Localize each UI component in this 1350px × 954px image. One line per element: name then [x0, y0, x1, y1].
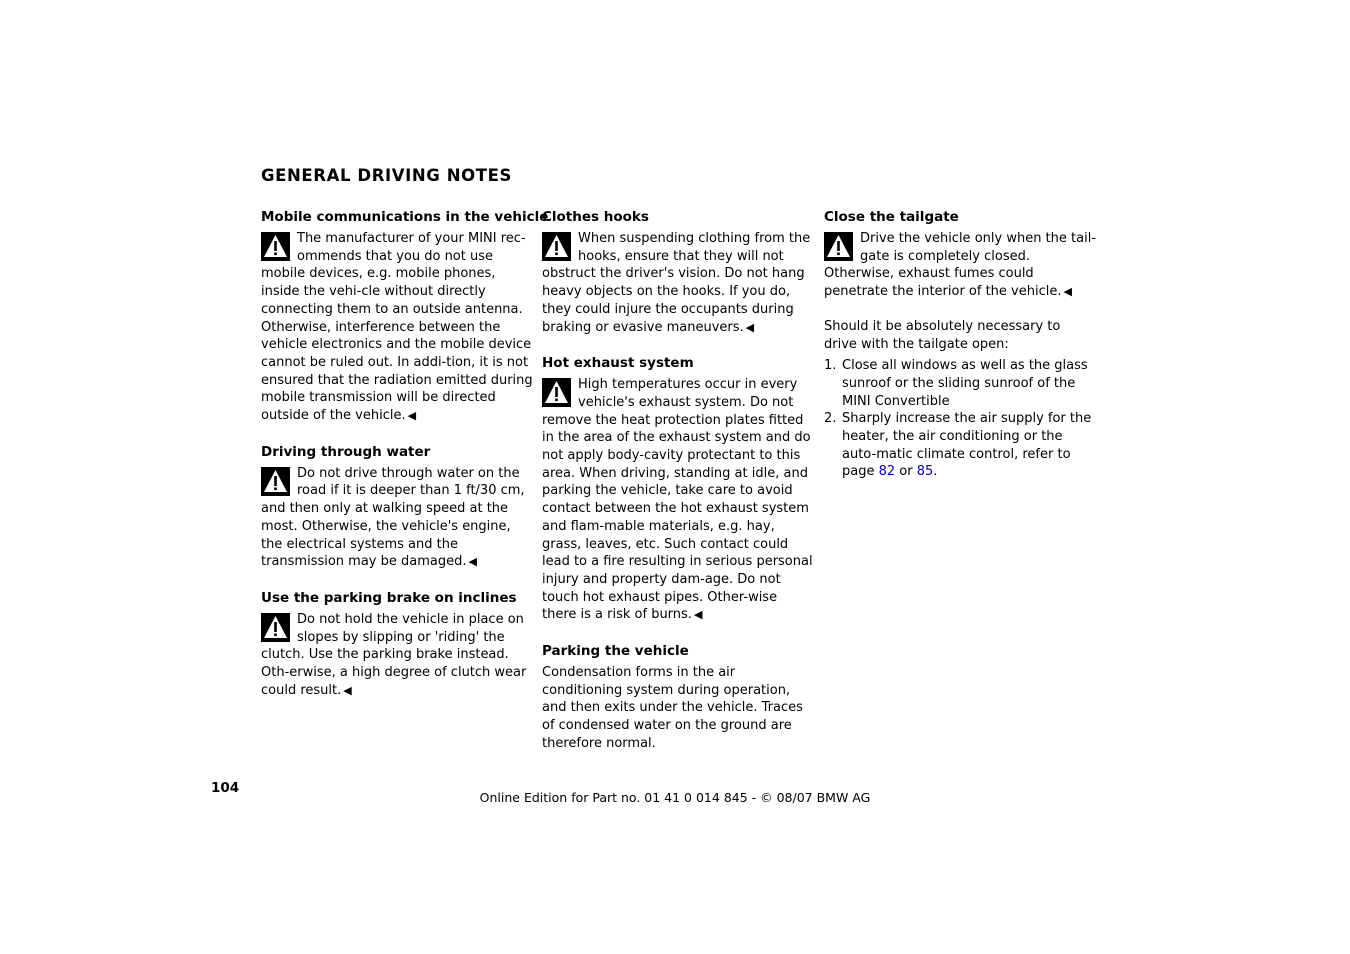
step-number: 2.: [824, 411, 837, 427]
page-link-85[interactable]: 85: [916, 464, 934, 480]
section-heading: Clothes hooks: [542, 209, 649, 225]
step-text: Sharply increase the air supply for the heater, the air conditioning or the auto-matic climate control, refer to page: [842, 411, 1092, 480]
warning-triangle-icon: [261, 613, 290, 642]
page-title: GENERAL DRIVING NOTES: [261, 166, 513, 185]
end-mark: ◀: [343, 683, 352, 697]
section-heading: Hot exhaust system: [542, 355, 694, 372]
page-link-82[interactable]: 82: [878, 464, 896, 480]
section-heading: Driving through water: [261, 443, 431, 460]
section-hot-exhaust: [542, 354, 814, 624]
section-mobile-communications: [261, 208, 549, 425]
step-number: 1.: [824, 358, 837, 374]
end-mark: ◀: [745, 320, 755, 334]
section-heading: Close the tailgate: [824, 209, 959, 225]
footer: Online Edition for Part no. 01 41 0 014 845 - © 08/07 BMW AG: [479, 790, 871, 805]
section-heading: Use the parking brake on inclines: [261, 589, 517, 606]
warning-triangle-icon: [542, 232, 571, 261]
section-body: Do not hold the vehicle in place on slopes by slipping or 'riding' the clutch. Use the parking brake instead. Oth-erwise, a high degree of clutch wear could result. ◀: [261, 611, 527, 698]
right-column: [824, 208, 1096, 499]
list-item: [824, 357, 1096, 410]
end-mark: ◀: [407, 409, 417, 423]
section-body: Condensation forms in the air conditioning system during operation, and then exits under the vehicle. Traces of condensed water on the ground are therefore normal.: [542, 665, 803, 751]
page-number: 104: [211, 780, 240, 796]
section-body: High temperatures occur in every vehicle's exhaust system. Do not remove the heat protection plates fitted in the area of the exhaust system and do not apply body-cavity protectant to this area. When driving, standing at idle, and parking the vehicle, take care to avoid contact between the hot exhaust system and flam-mable materials, e.g. hay, grass, leaves, etc. Such contact could lead to a fire resulting in serious personal injury and property dam-age. Do not touch hot exhaust pipes. Other-wise there is a risk of burns. ◀: [542, 377, 813, 623]
section-body: Do not drive through water on the road if it is deeper than 1 ft/30 cm, and then only at walking speed at the most. Otherwise, the vehicle's engine, the electrical systems and the transmission may be damaged. ◀: [261, 465, 525, 570]
section-heading: Parking the vehicle: [542, 643, 689, 660]
section-body: When suspending clothing from the hooks, ensure that they will not obstruct the driver's vision. Do not hang heavy objects on the hooks. If you do, they could injure the occupants during braking or evasive maneuvers. ◀: [542, 231, 811, 335]
section-body: The manufacturer of your MINI rec-ommends that you do not use mobile devices, e.g. mobile phones, inside the vehi-cle without directly connecting them to an outside antenna. Otherwise, interference between the vehicle electronics and the mobile device cannot be ruled out. In addi-tion, it is not ensured that the radiation emitted during mobile transmission will be directed outside of the vehicle. ◀: [261, 231, 533, 424]
section-driving-through-water: [261, 443, 533, 571]
warning-triangle-icon: [261, 467, 290, 496]
list-item: [824, 410, 1096, 481]
warning-triangle-icon: [824, 232, 853, 261]
left-column: [261, 208, 549, 717]
step-text-end: .: [933, 464, 938, 480]
end-mark: ◀: [1063, 285, 1072, 299]
section-heading: Mobile communications in the vehicle: [261, 209, 549, 225]
warning-triangle-icon: [261, 232, 290, 261]
end-mark: ◀: [693, 608, 703, 622]
warning-body: Drive the vehicle only when the tail-gate is completely closed. Otherwise, exhaust fumes could penetrate the interior of the vehicle. ◀: [824, 231, 1097, 300]
end-mark: ◀: [468, 555, 477, 569]
section-close-tailgate: [824, 208, 1096, 481]
section-parking-brake: [261, 589, 533, 700]
warning-triangle-icon: [542, 378, 571, 407]
section-parking-vehicle: [542, 642, 814, 753]
tailgate-steps: [824, 357, 1096, 481]
step-text-mid: or: [895, 464, 917, 480]
middle-column: [542, 208, 814, 771]
tailgate-intro: Should it be absolutely necessary to drive with the tailgate open:: [824, 318, 1061, 352]
section-clothes-hooks: [542, 208, 814, 336]
step-text: Close all windows as well as the glass sunroof or the sliding sunroof of the MINI Convertible: [842, 358, 1088, 409]
